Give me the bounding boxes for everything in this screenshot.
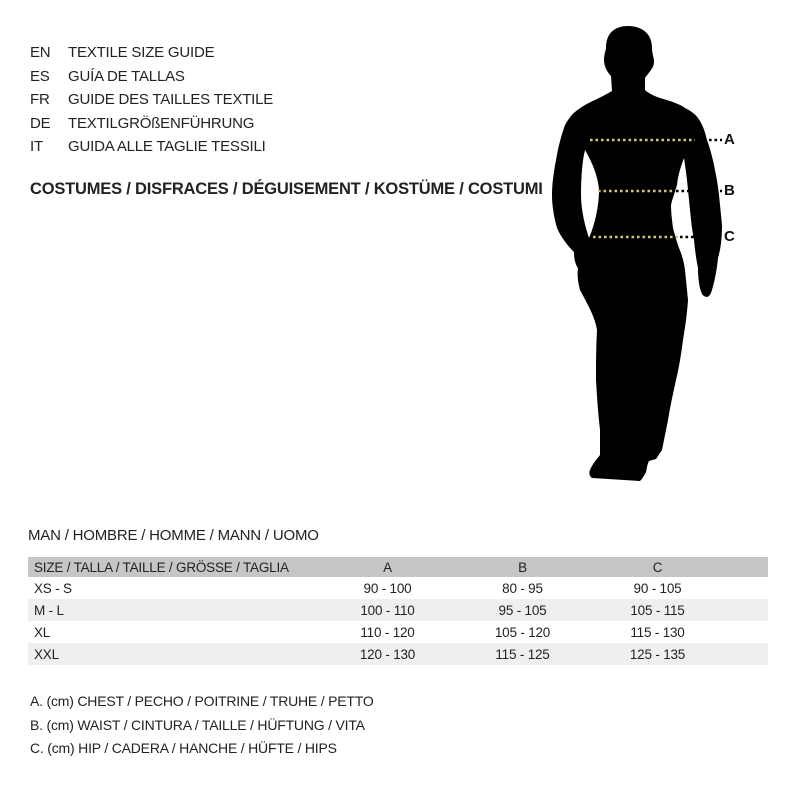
chest-range-cell: 110 - 120	[360, 624, 415, 640]
size-cell: XS - S	[34, 580, 72, 596]
waist-range-cell: 80 - 95	[502, 580, 543, 596]
language-row-en	[30, 41, 273, 65]
language-code: EN	[30, 44, 51, 61]
hip-range-cell: 125 - 135	[629, 646, 686, 662]
size-table-header-spacer	[725, 557, 768, 577]
size-cell: XXL	[34, 646, 59, 662]
table-row-xs-s	[28, 577, 768, 599]
legend-line-waist: B. (cm) WAIST / CINTURA / TAILLE / HÜFTUNG / VITA	[30, 716, 365, 733]
language-label: GUIDA ALLE TAGLIE TESSILI	[68, 138, 266, 155]
language-code: FR	[30, 91, 50, 108]
language-row-it	[30, 135, 273, 159]
chest-range-cell: 100 - 110	[360, 602, 415, 618]
hip-range-cell: 90 - 105	[633, 580, 682, 596]
man-body-path	[552, 26, 722, 481]
language-row-es	[30, 65, 273, 89]
measurement-legend	[30, 690, 374, 761]
language-code: IT	[30, 138, 43, 155]
waist-range-cell: 95 - 105	[498, 602, 547, 618]
marker-label-c: C	[724, 228, 735, 245]
waist-range-cell: 115 - 125	[495, 646, 550, 662]
size-cell: M - L	[34, 602, 64, 618]
size-table-header-row	[28, 557, 768, 577]
size-table-header-b: B	[518, 559, 527, 575]
table-row-m-l	[28, 599, 768, 621]
table-row-xl	[28, 621, 768, 643]
language-label: TEXTILGRÖßENFÜHRUNG	[68, 114, 255, 132]
marker-label-b: B	[724, 182, 735, 199]
size-cell: XL	[34, 624, 51, 640]
size-table-header-size: SIZE / TALLA / TAILLE / GRÖSSE / TAGLIA	[34, 559, 289, 575]
hip-range-cell: 105 - 115	[630, 602, 685, 618]
language-code: DE	[30, 114, 51, 132]
language-label: GUIDE DES TAILLES TEXTILE	[68, 91, 274, 108]
size-table-header-c: C	[652, 559, 663, 575]
language-label: GUÍA DE TALLAS	[68, 67, 185, 85]
language-row-fr	[30, 88, 273, 112]
chest-range-cell: 90 - 100	[363, 580, 412, 596]
man-measurement-figure	[545, 10, 745, 510]
category-title: COSTUMES / DISFRACES / DÉGUISEMENT / KOSTÜME / COSTUMI	[30, 180, 543, 198]
legend-line-hip: C. (cm) HIP / CADERA / HANCHE / HÜFTE / HIPS	[30, 740, 337, 757]
language-code: ES	[30, 67, 50, 85]
table-row-xxl	[28, 643, 768, 665]
hip-range-cell: 115 - 130	[630, 624, 685, 640]
legend-line-chest: A. (cm) CHEST / PECHO / POITRINE / TRUHE / PETTO	[30, 693, 374, 709]
marker-label-a: A	[724, 131, 735, 148]
man-silhouette-figure	[545, 10, 745, 510]
chest-range-cell: 120 - 130	[359, 646, 416, 662]
size-table-header-a: A	[383, 559, 392, 575]
section-title: MAN / HOMBRE / HOMME / MANN / UOMO	[28, 527, 319, 544]
size-table	[28, 557, 768, 665]
language-label: TEXTILE SIZE GUIDE	[68, 44, 215, 61]
language-row-de	[30, 112, 273, 136]
language-list	[30, 41, 273, 159]
waist-range-cell: 105 - 120	[494, 624, 551, 640]
